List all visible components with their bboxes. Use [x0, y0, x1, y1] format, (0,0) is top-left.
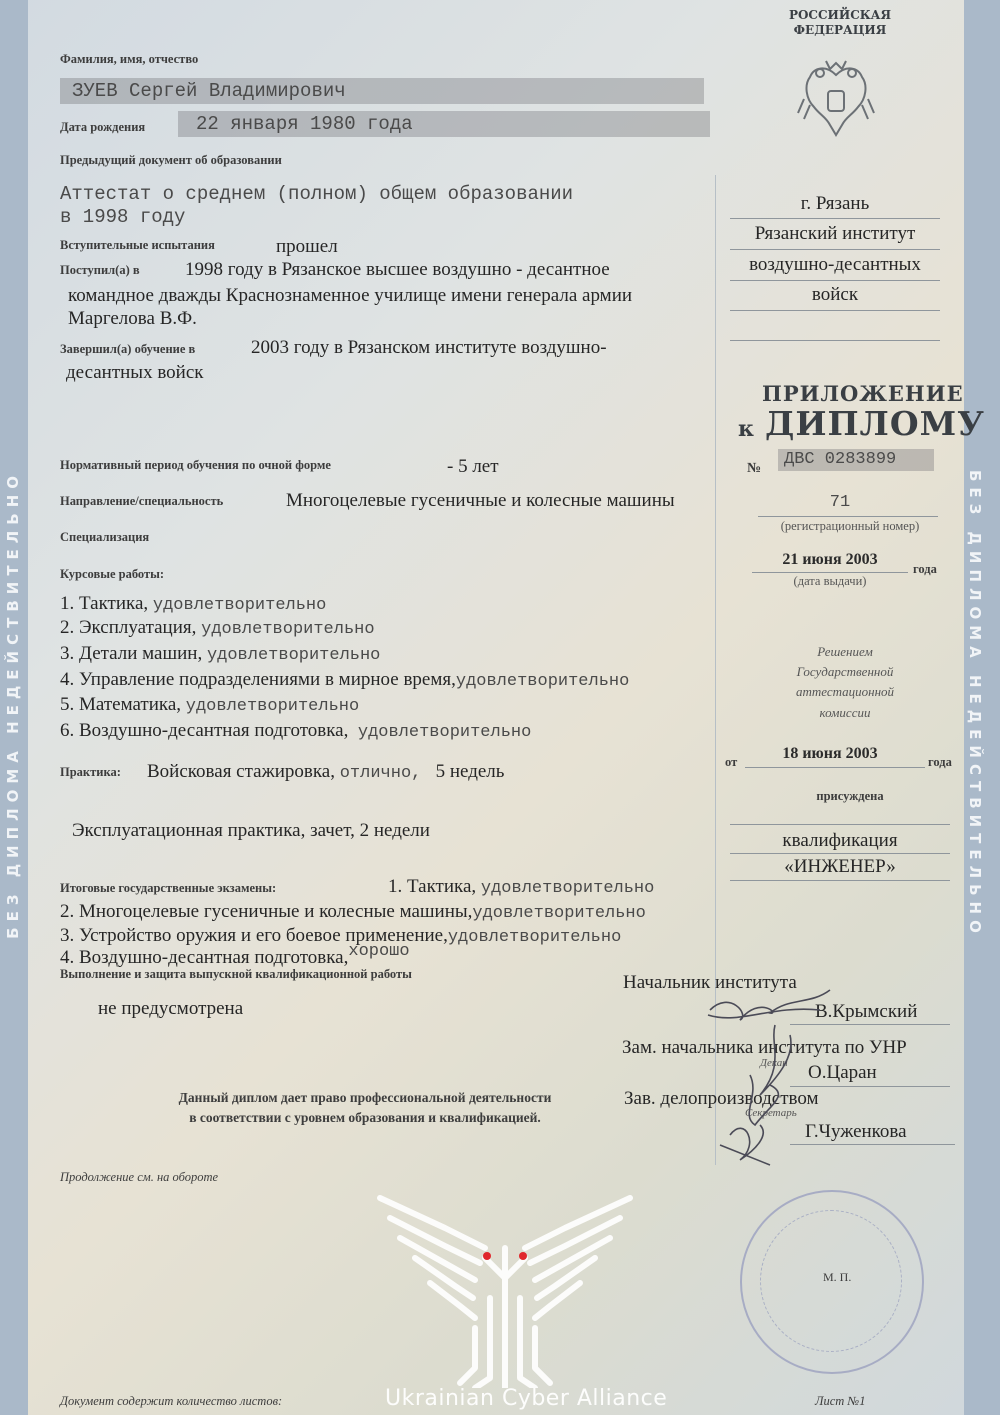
study-period-value: - 5 лет: [447, 456, 499, 477]
admission-line-2: командное дважды Краснознаменное училище имени генерала армии: [68, 285, 633, 306]
rule: [730, 824, 950, 825]
rule: [730, 249, 940, 250]
qualification-value: «ИНЖЕНЕР»: [784, 856, 896, 877]
coursework-item: 4. Управление подразделениями в мирное время,удовлетворительно: [60, 669, 630, 691]
exam-item: 3. Устройство оружия и его боевое применение,удовлетворительно: [60, 925, 622, 947]
institution-line-3: войск: [811, 284, 859, 305]
issue-date-label: (дата выдачи): [793, 574, 867, 588]
rule: [758, 516, 938, 517]
specialization-label: Специализация: [60, 530, 150, 544]
coursework-label: Курсовые работы:: [60, 567, 165, 581]
name-label: Фамилия, имя, отчество: [60, 52, 199, 66]
decision-date: 18 июня 2003: [782, 745, 878, 762]
completion-line-1: 2003 году в Рязанском институте воздушно-: [251, 337, 607, 358]
qualification-label: квалификация: [782, 830, 898, 851]
watermark-text: Ukrainian Cyber Alliance: [385, 1386, 668, 1411]
diploma-number: ДВС 0283899: [778, 449, 934, 471]
dean-printed-label: Декан: [760, 1057, 788, 1069]
rights-line-1: Данный диплом дает право профессиональной деятельности: [178, 1090, 552, 1105]
coursework-item: 5. Математика, удовлетворительно: [60, 694, 360, 716]
institution-city: г. Рязань: [800, 193, 870, 214]
institution-line-1: Рязанский институт: [754, 223, 916, 244]
exam-item: 1. Тактика, удовлетворительно: [388, 876, 655, 898]
secretary-printed-label: Секретарь: [745, 1107, 797, 1119]
coursework-item: 6. Воздушно-десантная подготовка, удовлетворительно: [60, 720, 532, 742]
decision-line-1: Решением: [817, 644, 873, 659]
birth-date-value: 22 января 1980 года: [178, 111, 710, 137]
exam-item: 2. Многоцелевые гусеничные и колесные машины,удовлетворительно: [60, 901, 646, 923]
practice-label: Практика:: [60, 765, 121, 779]
admission-label: Поступил(а) в: [60, 263, 140, 277]
birth-date-label: Дата рождения: [60, 120, 146, 134]
continuation-note: Продолжение см. на обороте: [60, 1170, 219, 1184]
rule: [730, 340, 940, 341]
institution-line-2: воздушно-десантных: [749, 254, 921, 275]
coursework-item: 1. Тактика, удовлетворительно: [60, 593, 327, 615]
study-period-label: Нормативный период обучения по очной форме: [60, 458, 331, 472]
appendix-k: к: [738, 416, 754, 442]
entrance-value: прошел: [276, 236, 338, 257]
rule: [730, 880, 950, 881]
practice-line-1: Войсковая стажировка, отлично, 5 недель: [147, 761, 505, 783]
country-line-1: РОССИЙСКАЯ: [788, 8, 892, 22]
previous-education-line-1: Аттестат о среднем (полном) общем образовании: [60, 183, 574, 205]
coursework-item: 3. Детали машин, удовлетворительно: [60, 643, 381, 665]
deputy-title: Зам. начальника института по УНР: [622, 1037, 907, 1058]
owl-logo-icon: [375, 1188, 635, 1388]
completion-label: Завершил(а) обучение в: [60, 342, 196, 356]
issue-date: 21 июня 2003: [782, 551, 878, 568]
admission-line-1: 1998 году в Рязанское высшее воздушно - десантное: [185, 259, 610, 280]
head-name: В.Крымский: [815, 1001, 918, 1022]
full-name-value: ЗУЕВ Сергей Владимирович: [60, 78, 704, 104]
sheet-number: Лист №1: [815, 1394, 866, 1408]
registration-number-label: (регистрационный номер): [780, 519, 920, 533]
rule: [730, 280, 940, 281]
coursework-item: 2. Эксплуатация, удовлетворительно: [60, 617, 375, 639]
rule: [730, 853, 950, 854]
head-title: Начальник института: [623, 972, 797, 993]
previous-education-line-2: в 1998 году: [60, 206, 186, 228]
right-strip-text: БЕЗ ДИПЛОМА НЕДЕЙСТВИТЕЛЬНО: [966, 470, 984, 939]
double-headed-eagle-icon: [796, 55, 876, 143]
decision-line-3: аттестационной: [795, 684, 895, 699]
diploma-number-prefix: №: [747, 461, 762, 476]
previous-education-label: Предыдущий документ об образовании: [60, 153, 282, 167]
practice-line-2: Эксплуатационная практика, зачет, 2 недели: [72, 820, 430, 841]
records-title: Зав. делопроизводством: [624, 1088, 819, 1109]
stamp-place-label: М. П.: [823, 1270, 852, 1284]
handwritten-signatures: [700, 985, 840, 1185]
decision-year-word: года: [928, 755, 952, 769]
exams-label: Итоговые государственные экзамены:: [60, 881, 277, 895]
rule: [745, 767, 925, 768]
left-strip-text: БЕЗ ДИПЛОМА НЕДЕЙСТВИТЕЛЬНО: [4, 470, 22, 939]
decision-line-4: комиссии: [819, 705, 871, 720]
rule: [730, 218, 940, 219]
issue-year-word: года: [913, 562, 937, 576]
deputy-name: О.Царан: [808, 1062, 877, 1083]
completion-line-2: десантных войск: [66, 362, 204, 383]
rights-line-2: в соответствии с уровнем образования и квалификацией.: [189, 1110, 541, 1125]
exam-item: 4. Воздушно-десантная подготовка,хорошо: [60, 942, 410, 968]
speciality-value: Многоцелевые гусеничные и колесные машины: [286, 490, 675, 511]
rule: [752, 572, 908, 573]
registration-number: 71: [829, 493, 851, 512]
entrance-label: Вступительные испытания: [60, 238, 215, 252]
appendix-diploma-word: ДИПЛОМУ: [765, 404, 985, 443]
decision-from: от: [725, 755, 738, 769]
speciality-label: Направление/специальность: [60, 494, 224, 508]
decision-line-2: Государственной: [796, 664, 894, 679]
thesis-value: не предусмотрена: [98, 998, 244, 1019]
appendix-title: ПРИЛОЖЕНИЕ: [762, 381, 964, 406]
awarded-label: присуждена: [816, 789, 884, 803]
admission-line-3: Маргелова В.Ф.: [68, 308, 197, 329]
thesis-label: Выполнение и защита выпускной квалификационной работы: [60, 967, 412, 981]
country-line-2: ФЕДЕРАЦИЯ: [793, 23, 887, 37]
rule: [730, 310, 940, 311]
records-name: Г.Чуженкова: [805, 1121, 907, 1142]
sheets-count-label: Документ содержит количество листов:: [60, 1394, 283, 1408]
